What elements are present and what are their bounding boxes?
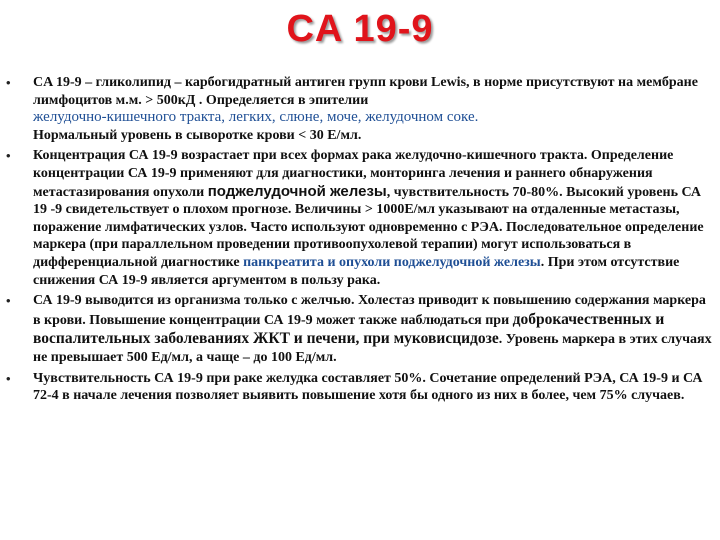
bullet-text: [33, 147, 714, 289]
bullet-icon: •: [6, 148, 11, 164]
bullet-text-part: СА 19-9 выводится из организма только с желчью. Холестаз приводит к повышению содержания маркера в крови. Повышение концентрации СА 19-9 может также наблюдаться при: [33, 293, 706, 328]
bullet-text: [33, 292, 714, 366]
highlighted-text: желудочно-кишечного тракта, легких, слюне, моче, желудочном соке.: [33, 109, 479, 126]
bullet-text-part: Нормальный уровень в сыворотке крови < 30 Е/мл.: [33, 127, 362, 143]
bullet-item: [6, 147, 714, 289]
bullet-text-part: Концентрация СА 19-9 возрастает при всех формах рака желудочно-кишечного тракта. Определение концентрации СА 19-9 применяют для диагностики, монторинга лечения и раннего обнаружения метастазирования опухоли: [33, 148, 674, 200]
bullet-text-part: CA 19-9 – гликолипид – карбогидратный антиген групп крови Lewis, в норме присутствуют на мембране лимфоцитов м.м. > 500кД . Определяется в эпителии: [33, 75, 698, 108]
bullet-text-part: . При этом отсутствие снижения СА 19-9 является аргументом в пользу рака.: [33, 254, 680, 288]
emphasized-text: доброкачественных и воспалительных заболеваниях ЖКТ и печени, при муковисцидозе: [33, 310, 665, 348]
emphasized-text: поджелудочной железы: [207, 182, 387, 200]
bullet-text: [33, 74, 714, 144]
bullet-item: [6, 370, 714, 405]
bullet-icon: •: [6, 75, 11, 90]
bullet-text-part: . Уровень маркера в этих случаях не превышает 500 Ед/мл, а чаще – до 100 Ед/мл.: [33, 332, 712, 365]
bullet-item: [6, 292, 714, 366]
bullet-icon: •: [6, 293, 11, 309]
bullet-text: Чувствительность СА 19-9 при раке желудка составляет 50%. Сочетание определений РЭА, СА 19-9 и СА 72-4 в начале лечения позволяет выявить повышение хотя бы одного из них в более, чем 75% случаев.: [33, 370, 703, 404]
bullet-text-part: , чувствительность 70-80%. Высокий уровень СА 19 -9 свидетельствует о плохом прогнозе. Величины > 1000Е/мл указывают на отдаленные метастазы, поражение лимфатических узлов. Часто используют одновременно с РЭА. Последовательное определение маркера (при параллельном проведении противоопухолевой терапии) могут использоваться в дифференциальной диагностике: [33, 184, 704, 270]
bullet-icon: •: [6, 370, 11, 386]
bullet-list: [6, 74, 714, 405]
bullet-item: [6, 74, 714, 144]
highlighted-text: панкреатита и опухоли поджелудочной железы: [243, 254, 541, 270]
slide-title: CA 19-9: [286, 8, 434, 50]
